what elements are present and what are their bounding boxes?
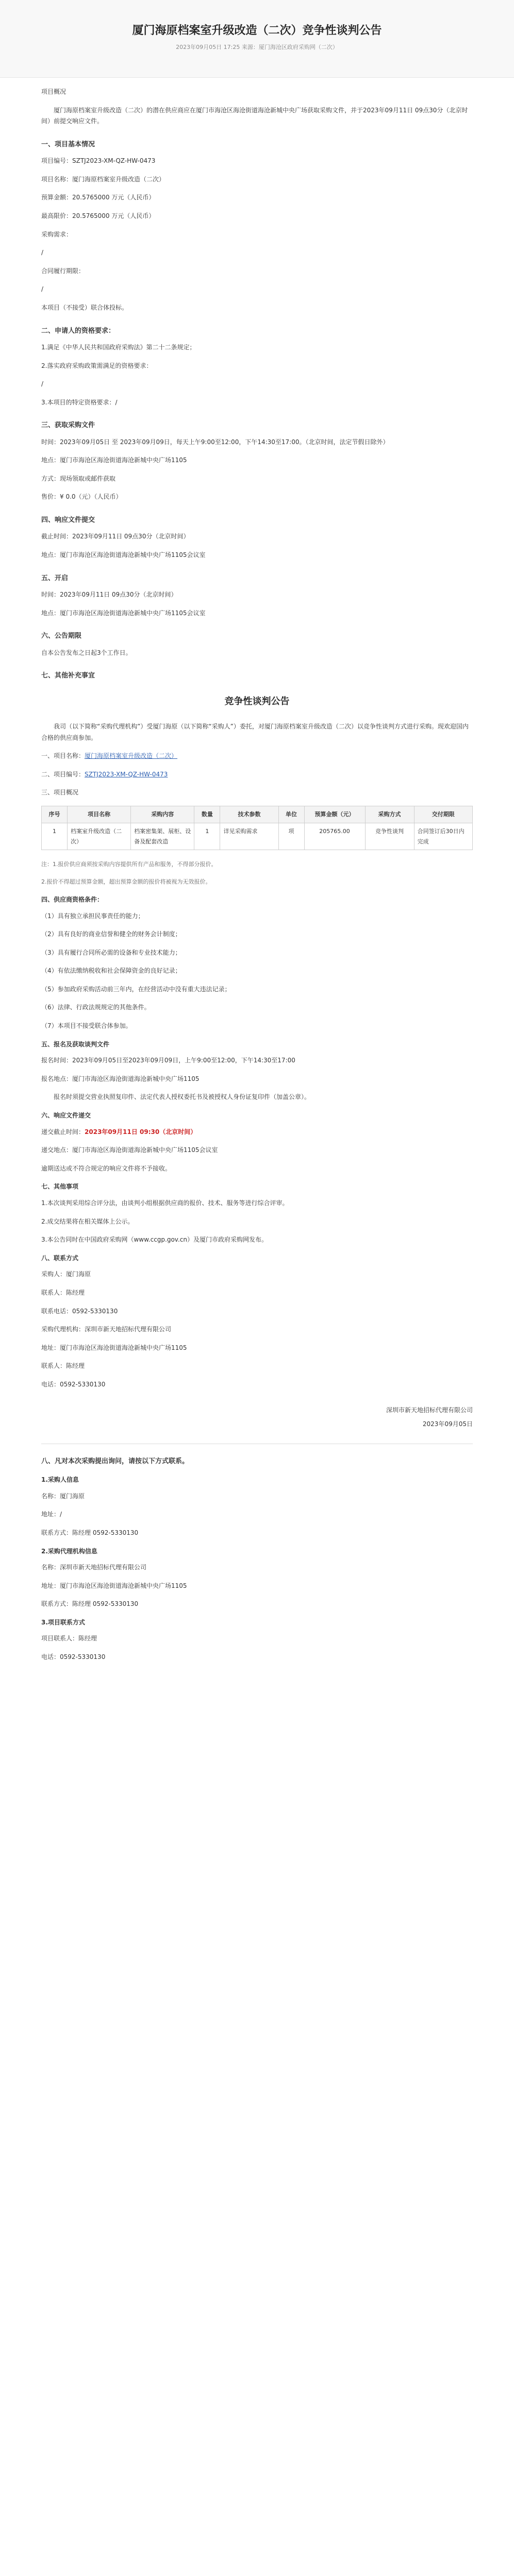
agent-info-title: 2.采购代理机构信息 <box>41 1547 97 1555</box>
acquire-place-value: 厦门市海沧区海沧街道海沧新城中央广场1105 <box>60 456 187 464</box>
agent-contact-label: 联系人： <box>41 1362 67 1370</box>
section-4-title: 四、响应文件提交 <box>41 516 95 524</box>
table-cell-project: 档案室升级改造（二次） <box>68 823 131 850</box>
other-title: 七、其他事项 <box>41 1183 79 1191</box>
embedded-project-name-value: 厦门海原档案室升级改造（二次） <box>85 752 178 760</box>
submission-place-label: 递交地点： <box>41 1146 73 1154</box>
section-6-title: 六、公告期限 <box>41 632 82 640</box>
qualification-item-3: 3.本项目的特定资格要求：/ <box>41 398 118 406</box>
purchaser-contact-value: 陈经理 <box>66 1289 85 1296</box>
purchaser-value: 厦门海原 <box>66 1270 91 1278</box>
qualification-item-2: 2.落实政府采购政策需满足的资格要求： <box>41 362 153 369</box>
purchaser-info-title: 1.采购人信息 <box>41 1476 79 1484</box>
table-header-unit: 单位 <box>278 806 304 823</box>
table-cell-content: 档案密集架、展柜、设备及配套改造 <box>131 823 194 850</box>
project-contact-phone-value: 0592-5330130 <box>60 1653 106 1661</box>
registration-time-value: 2023年09月05日至2023年09月09日，上午9:00至12:00，下午14:30至17:00 <box>72 1057 295 1064</box>
submission-title: 六、响应文件递交 <box>41 1112 91 1120</box>
project-name-value: 厦门海原档案室升级改造（二次） <box>72 175 165 183</box>
section-8-title: 八、凡对本次采购提出询问，请按以下方式联系。 <box>41 1457 189 1465</box>
purchaser-info-name-value: 厦门海原 <box>60 1492 85 1500</box>
submit-place-label: 地点： <box>41 551 60 559</box>
project-contact-title: 3.项目联系方式 <box>41 1618 85 1626</box>
page-meta: 2023年09月05日 17:25 来源：厦门海沧区政府采购网（二次） <box>176 44 338 50</box>
announcement-content <box>41 87 473 1670</box>
requirement-label: 采购需求： <box>41 230 73 238</box>
qualification-item-1: 1.满足《中华人民共和国政府采购法》第二十二条规定； <box>41 343 196 351</box>
embedded-doc-heading: 竞争性谈判公告 <box>224 696 290 707</box>
registration-time-label: 报名时间： <box>41 1057 73 1064</box>
budget-value: 20.5765000 万元（人民币） <box>72 194 155 201</box>
table-header-index: 序号 <box>42 806 68 823</box>
contract-label: 合同履行期限： <box>41 267 85 275</box>
purchaser-info-name-label: 名称： <box>41 1492 60 1500</box>
agent-value: 深圳市新天地招标代理有限公司 <box>85 1326 172 1333</box>
consortium-text: 本项目（不接受）联合体投标。 <box>41 303 128 311</box>
purchaser-label: 采购人： <box>41 1270 67 1278</box>
section-1-title: 一、项目基本情况 <box>41 140 95 148</box>
purchaser-contact-label: 联系人： <box>41 1289 67 1296</box>
table-header-content: 采购内容 <box>131 806 194 823</box>
other-2: 2.成交结果将在相关媒体上公示。 <box>41 1217 134 1225</box>
table-header-project: 项目名称 <box>68 806 131 823</box>
qualification-title: 四、供应商资格条件： <box>41 895 104 903</box>
embedded-items-label: 三、项目概况 <box>41 789 79 796</box>
purchaser-phone-value: 0592-5330130 <box>72 1307 118 1315</box>
agent-info-address-label: 地址： <box>41 1582 60 1589</box>
max-price-label: 最高限价： <box>41 212 73 219</box>
page-title: 厦门海原档案室升级改造（二次）竞争性谈判公告 <box>132 24 382 37</box>
project-no-label: 项目编号： <box>41 157 73 165</box>
qualification-3: （3）具有履行合同所必需的设备和专业技术能力； <box>41 948 181 956</box>
registration-place-label: 报名地点： <box>41 1075 73 1082</box>
section-2-title: 二、申请人的资格要求： <box>41 327 115 335</box>
submit-deadline-value: 2023年09月11日 09点30分（北京时间） <box>72 533 190 540</box>
submission-note: 逾期送达或不符合规定的响应文件将不予接收。 <box>41 1164 172 1172</box>
acquire-time-value: 2023年09月05日 至 2023年09月09日，每天上午9:00至12:00，下午14:30至17:00。（北京时间，法定节假日除外） <box>60 438 389 446</box>
table-cell-index: 1 <box>42 823 68 850</box>
announcement-header <box>0 0 514 78</box>
qualification-7: （7）本项目不接受联合体参加。 <box>41 1022 132 1030</box>
open-time-label: 时间： <box>41 591 60 599</box>
embedded-project-no-label: 二、项目编号： <box>41 770 85 778</box>
submit-deadline-label: 截止时间： <box>41 533 73 540</box>
section-7-title: 七、其他补充事宜 <box>41 672 95 680</box>
table-header-spec: 技术参数 <box>220 806 278 823</box>
qualification-5: （5）参加政府采购活动前三年内，在经营活动中没有重大违法记录； <box>41 985 231 993</box>
qualification-item-2-value: / <box>41 380 44 388</box>
acquire-time-label: 时间： <box>41 438 60 446</box>
acquire-method-label: 方式： <box>41 474 60 482</box>
agent-address-label: 地址： <box>41 1344 60 1351</box>
table-cell-qty: 1 <box>194 823 220 850</box>
project-contact-phone-label: 电话： <box>41 1653 60 1661</box>
acquire-place-label: 地点： <box>41 456 60 464</box>
summary-label: 项目概况 <box>41 88 67 95</box>
budget-label: 预算金额： <box>41 194 73 201</box>
table-header-delivery: 交付期限 <box>414 806 472 823</box>
agent-phone-value: 0592-5330130 <box>60 1380 106 1388</box>
qualification-1: （1）具有独立承担民事责任的能力； <box>41 912 144 920</box>
project-contact-name-value: 陈经理 <box>78 1635 97 1642</box>
table-header-budget: 预算金额（元） <box>304 806 365 823</box>
purchaser-info-contact-label: 联系方式： <box>41 1529 73 1536</box>
agent-contact-value: 陈经理 <box>66 1362 85 1370</box>
table-cell-budget: 205765.00 <box>304 823 365 850</box>
contact-title: 八、联系方式 <box>41 1254 79 1262</box>
agent-info-name-value: 深圳市新天地招标代理有限公司 <box>60 1564 147 1571</box>
embedded-intro: 我司（以下简称“采购代理机构”）受厦门海原（以下简称“采购人”）委托，对厦门海原档案室升级改造（二次）以竞争性谈判方式进行采购。现欢迎国内合格的供应商参加。 <box>41 722 469 741</box>
submission-deadline-label: 递交截止时间： <box>41 1128 85 1136</box>
submission-deadline-value: 2023年09月11日 09:30（北京时间） <box>85 1128 197 1136</box>
project-no-value: SZTJ2023-XM-QZ-HW-0473 <box>72 157 156 165</box>
acquire-method-value: 现场领取或邮件获取 <box>60 474 116 482</box>
open-place-label: 地点： <box>41 609 60 617</box>
section-5-title: 五、开启 <box>41 574 69 582</box>
signature-date: 2023年09月05日 <box>422 1420 473 1428</box>
submit-place-value: 厦门市海沧区海沧街道海沧新城中央广场1105会议室 <box>60 551 206 559</box>
purchaser-info-address-label: 地址： <box>41 1511 60 1518</box>
qualification-6: （6）法律、行政法规规定的其他条件。 <box>41 1004 151 1011</box>
table-header-qty: 数量 <box>194 806 220 823</box>
summary-text: 厦门海原档案室升级改造（二次）的潜在供应商应在厦门市海沧区海沧街道海沧新城中央广场获取采购文件，并于2023年09月11日 09点30分（北京时间）前提交响应文件。 <box>41 106 468 125</box>
project-contact-name-label: 项目联系人： <box>41 1635 79 1642</box>
table-cell-spec: 详见采购需求 <box>220 823 278 850</box>
submission-place-value: 厦门市海沧区海沧街道海沧新城中央广场1105会议室 <box>72 1146 218 1154</box>
embedded-project-no-value: SZTJ2023-XM-QZ-HW-0473 <box>85 770 168 778</box>
section-3-title: 三、获取采购文件 <box>41 421 95 430</box>
purchaser-info-contact-value: 陈经理 0592-5330130 <box>72 1529 139 1536</box>
signature-block <box>41 1405 473 1430</box>
qualification-2: （2）具有良好的商业信誉和健全的财务会计制度； <box>41 930 181 938</box>
table-cell-unit: 项 <box>278 823 304 850</box>
table-row <box>42 823 473 850</box>
table-cell-delivery: 合同签订后30日内完成 <box>414 823 472 850</box>
purchaser-phone-label: 联系电话： <box>41 1307 73 1315</box>
agent-label: 采购代理机构： <box>41 1326 85 1333</box>
max-price-value: 20.5765000 万元（人民币） <box>72 212 155 219</box>
signature-org: 深圳市新天地招标代理有限公司 <box>386 1406 473 1414</box>
open-time-value: 2023年09月11日 09点30分（北京时间） <box>60 591 177 599</box>
table-note-2: 2.报价不得超过预算金额，超出预算金额的报价将被视为无效报价。 <box>41 878 211 886</box>
table-cell-method: 竞争性谈判 <box>365 823 414 850</box>
requirement-value: / <box>41 249 44 257</box>
registration-title: 五、报名及获取谈判文件 <box>41 1040 110 1048</box>
agent-info-contact-label: 联系方式： <box>41 1600 73 1608</box>
registration-note: 报名时须提交营业执照复印件、法定代表人授权委托书及被授权人身份证复印件（加盖公章）。 <box>54 1093 311 1101</box>
embedded-project-name-label: 一、项目名称： <box>41 752 85 760</box>
table-note-1: 注：1.报价供应商须按采购内容提供所有产品和服务，不得部分报价。 <box>41 861 217 868</box>
agent-info-address-value: 厦门市海沧区海沧街道海沧新城中央广场1105 <box>60 1582 187 1589</box>
table-header-method: 采购方式 <box>365 806 414 823</box>
project-name-label: 项目名称： <box>41 175 73 183</box>
agent-address-value: 厦门市海沧区海沧街道海沧新城中央广场1105 <box>60 1344 187 1351</box>
agent-info-contact-value: 陈经理 0592-5330130 <box>72 1600 139 1608</box>
open-place-value: 厦门市海沧区海沧街道海沧新城中央广场1105会议室 <box>60 609 206 617</box>
items-table <box>41 806 473 850</box>
notice-period-text: 自本公告发布之日起3个工作日。 <box>41 649 132 656</box>
acquire-price-label: 售价： <box>41 493 60 501</box>
registration-place-value: 厦门市海沧区海沧街道海沧新城中央广场1105 <box>72 1075 200 1082</box>
purchaser-info-address-value: / <box>60 1511 62 1518</box>
other-1: 1.本次谈判采用综合评分法，由谈判小组根据供应商的报价、技术、服务等进行综合评审。 <box>41 1199 289 1207</box>
acquire-price-value: ¥ 0.0（元）（人民币） <box>60 493 122 501</box>
contract-value: / <box>41 285 44 293</box>
agent-info-name-label: 名称： <box>41 1564 60 1571</box>
agent-phone-label: 电话： <box>41 1380 60 1388</box>
qualification-4: （4）有依法缴纳税收和社会保障资金的良好记录； <box>41 967 181 975</box>
other-3: 3.本公告同时在中国政府采购网（www.ccgp.gov.cn）及厦门市政府采购网发布。 <box>41 1236 268 1244</box>
